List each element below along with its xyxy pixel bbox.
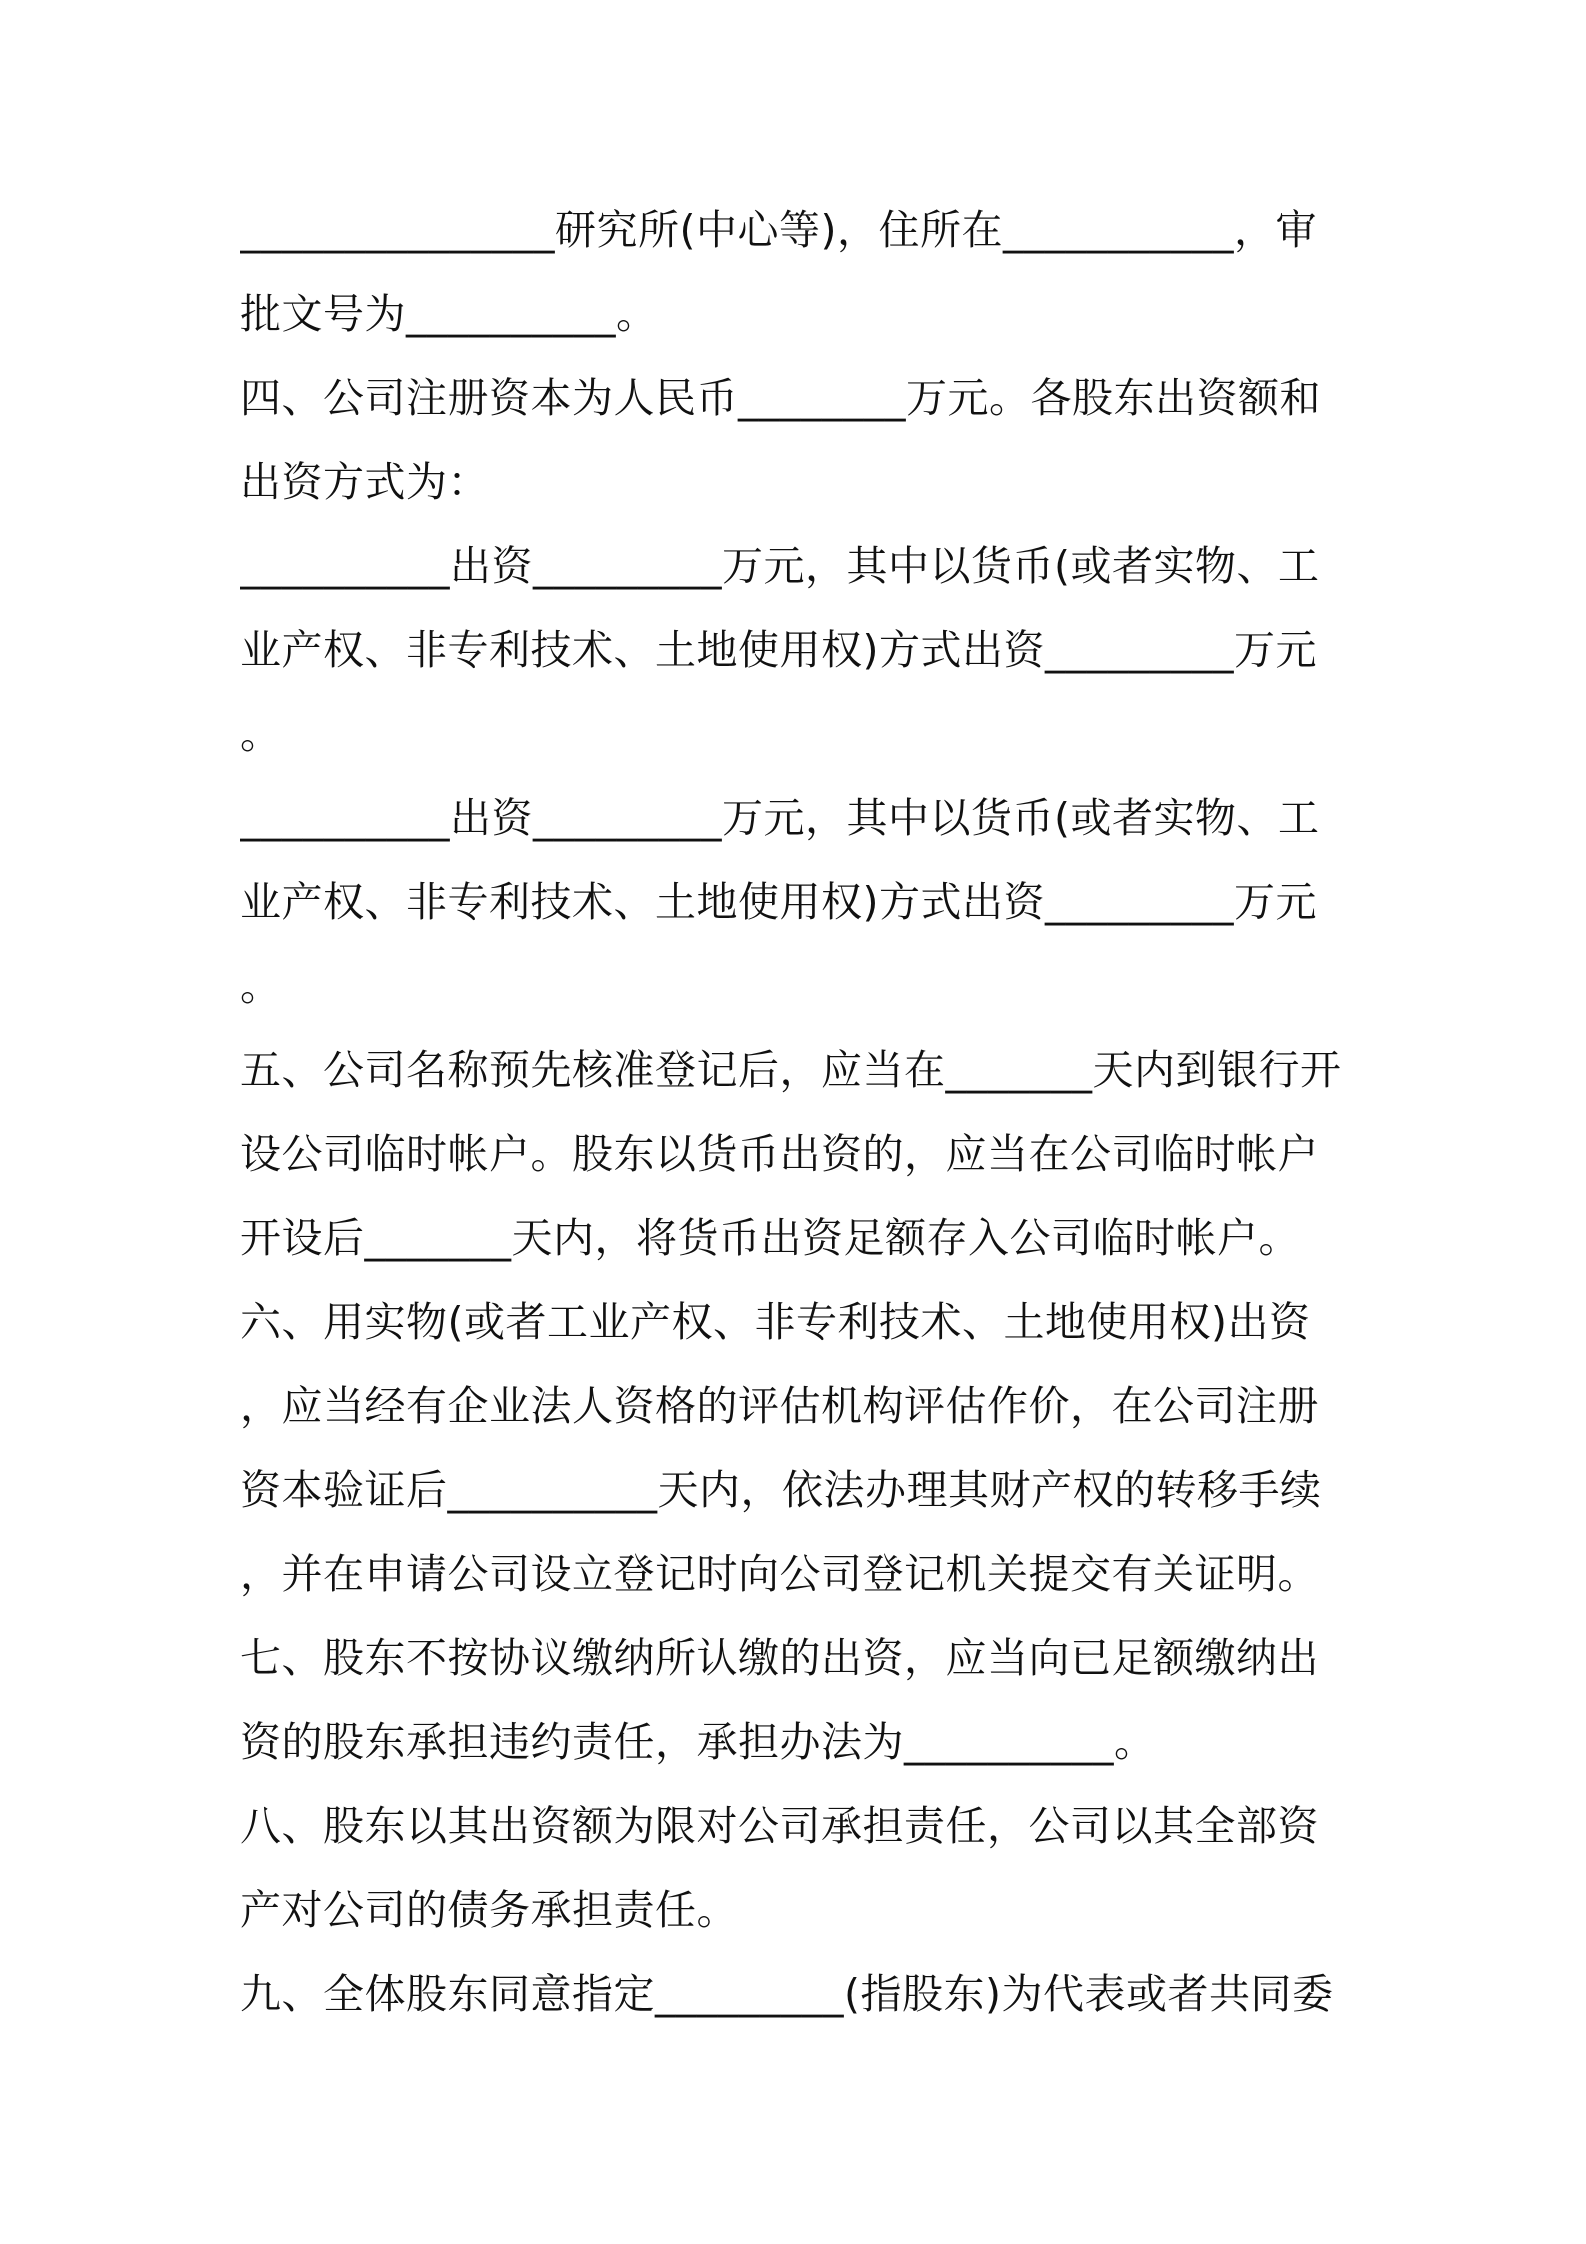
clause-5-temporary-account: 设公司临时帐户。股东以货币出资的，应当在公司临时帐户 — [240, 1130, 1319, 1178]
clause-4-contribution-method: 出资方式为： — [240, 458, 489, 506]
line-research-institute: _______________研究所(中心等)，住所在___________，审 — [240, 206, 1317, 254]
clause-8-debts: 产对公司的债务承担责任。 — [240, 1886, 738, 1934]
clause-7-liability: 资的股东承担违约责任，承担办法为__________。 — [240, 1718, 1156, 1766]
clause-6-proof: ，并在申请公司设立登记时向公司登记机关提交有关证明。 — [240, 1550, 1319, 1598]
clause-6-transfer: 资本验证后__________天内，依法办理其财产权的转移手续 — [240, 1466, 1322, 1514]
clause-8-limited-liability: 八、股东以其出资额为限对公司承担责任，公司以其全部资 — [240, 1802, 1319, 1850]
clause-6-in-kind: 六、用实物(或者工业产权、非专利技术、土地使用权)出资 — [240, 1298, 1311, 1346]
shareholder-1-contribution-cont: 业产权、非专利技术、土地使用权)方式出资_________万元 — [240, 626, 1317, 674]
clause-7-default: 七、股东不按协议缴纳所认缴的出资，应当向已足额缴纳出 — [240, 1634, 1319, 1682]
shareholder-2-contribution: __________出资_________万元，其中以货币(或者实物、工 — [240, 794, 1320, 842]
clause-6-valuation: ，应当经有企业法人资格的评估机构评估作价，在公司注册 — [240, 1382, 1319, 1430]
clause-5-bank-account: 五、公司名称预先核准登记后，应当在_______天内到银行开 — [240, 1046, 1342, 1094]
clause-9-representative: 九、全体股东同意指定_________(指股东)为代表或者共同委 — [240, 1970, 1334, 2018]
clause-5-deposit: 开设后_______天内，将货币出资足额存入公司临时帐户。 — [240, 1214, 1300, 1262]
line-approval-number: 批文号为__________。 — [240, 290, 658, 338]
shareholder-2-period: 。 — [240, 962, 282, 1010]
clause-4-registered-capital: 四、公司注册资本为人民币________万元。各股东出资额和 — [240, 374, 1321, 422]
shareholder-2-contribution-cont: 业产权、非专利技术、土地使用权)方式出资_________万元 — [240, 878, 1317, 926]
shareholder-1-contribution: __________出资_________万元，其中以货币(或者实物、工 — [240, 542, 1320, 590]
shareholder-1-period: 。 — [240, 710, 282, 758]
